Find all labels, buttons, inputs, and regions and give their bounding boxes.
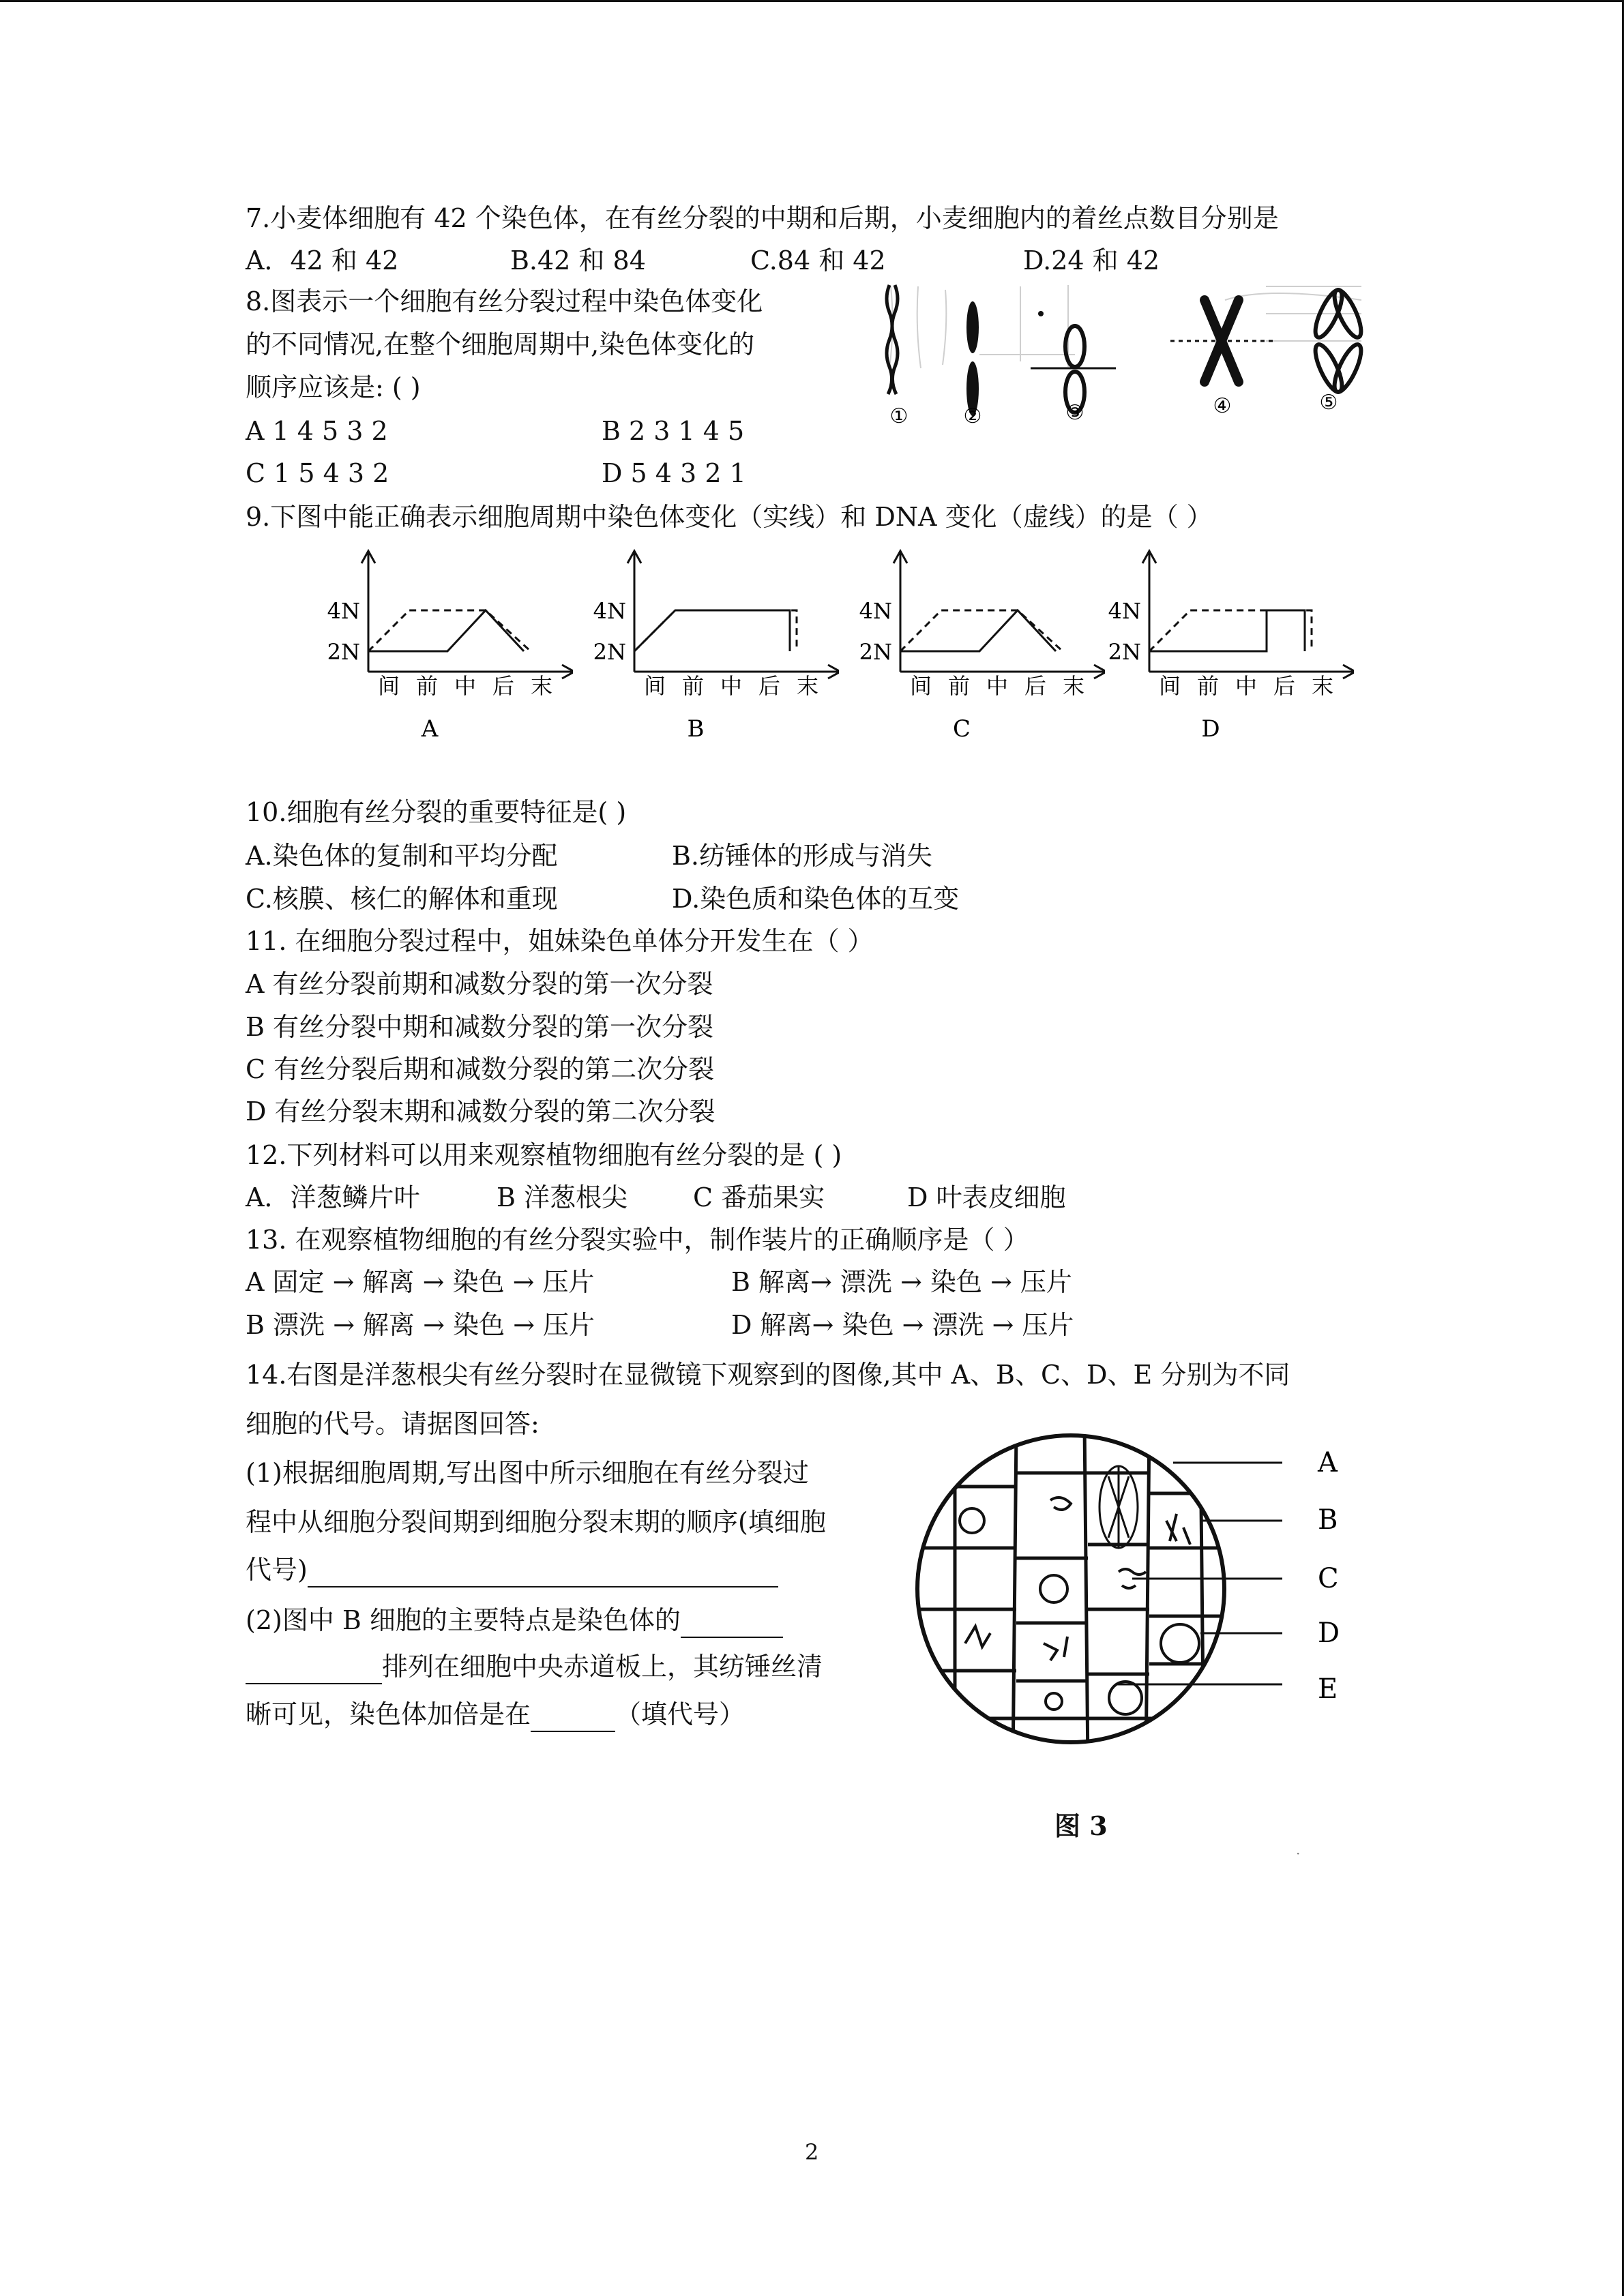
q8-chromosome-figure: [843, 273, 1375, 436]
q11-option-a: A 有丝分裂前期和减数分裂的第一次分裂: [246, 969, 713, 999]
x-tick-label: 前: [947, 673, 971, 699]
chart-option-label: A: [421, 715, 439, 743]
x-tick-label: 间: [377, 673, 400, 699]
q7-option-c: C.84 和 42: [750, 245, 886, 275]
q13-option-b2: B 漂洗 → 解离 → 染色 → 压片: [246, 1310, 595, 1340]
q14-stem-line-2: 细胞的代号。请据图回答:: [246, 1409, 540, 1439]
q7-option-d: D.24 和 42: [1023, 245, 1160, 275]
q13-option-a: A 固定 → 解离 → 染色 → 压片: [246, 1267, 595, 1297]
dna-series-line: [634, 610, 797, 651]
figure-number-4: ④: [1213, 394, 1232, 418]
y-tick-label: 2N: [593, 639, 626, 665]
figure-number-1: ①: [889, 404, 909, 428]
q8-option-a: A 1 4 5 3 2: [246, 416, 388, 446]
x-tick-label: 末: [1311, 673, 1334, 699]
q14-part2-line-1: [246, 1602, 783, 1638]
x-tick-label: 末: [530, 673, 553, 699]
q14-part2-line-2: [246, 1649, 823, 1684]
q14-part1-line-3: [246, 1552, 778, 1587]
q14-part1-label: 代号): [246, 1555, 308, 1585]
cell-label-a: A: [1318, 1447, 1338, 1478]
dna-series-line: [368, 610, 531, 651]
q9-chart-a-svg: [307, 539, 573, 743]
q8-stem-line-1: 8.图表示一个细胞有丝分裂过程中染色体变化: [246, 286, 763, 316]
chromosome-series-line: [634, 610, 790, 651]
q9-chart-c: [839, 539, 1105, 746]
dna-series-line: [1149, 610, 1312, 651]
chart-option-label: B: [687, 715, 705, 743]
figure-number-3: ③: [1065, 401, 1084, 425]
q14-part1-line-1: (1)根据细胞周期,写出图中所示细胞在有丝分裂过: [246, 1458, 809, 1488]
root-tip-cells: [914, 1425, 1228, 1766]
q12-option-b: B 洋葱根尖: [497, 1182, 628, 1212]
microscope-figure: [914, 1412, 1364, 1766]
chromosome-2-icon: [966, 301, 979, 416]
cell-label-b: B: [1318, 1504, 1338, 1536]
q14-stem-line-1: 14.右图是洋葱根尖有丝分裂时在显微镜下观察到的图像,其中 A、B、C、D、E 分别为不同: [246, 1360, 1290, 1390]
figure-number-2: ②: [963, 404, 982, 428]
y-tick-label: 2N: [859, 639, 892, 665]
q12-option-d: D 叶表皮细胞: [907, 1182, 1066, 1212]
y-tick-label: 4N: [859, 598, 892, 624]
x-tick-label: 后: [758, 673, 781, 699]
q8-option-c: C 1 5 4 3 2: [246, 458, 389, 488]
q10-option-a: A.染色体的复制和平均分配: [246, 841, 558, 871]
x-tick-label: 后: [1024, 673, 1047, 699]
x-tick-label: 末: [1062, 673, 1085, 699]
q9-chart-c-svg: [839, 539, 1105, 743]
q9-chart-b-svg: [573, 539, 839, 743]
q14-part2-text: 排列在细胞中央赤道板上，其纺锤丝清: [382, 1652, 823, 1682]
stray-mark: ·: [1296, 1845, 1301, 1862]
q14-part2-label: (2)图中 B 细胞的主要特点是染色体的: [246, 1605, 681, 1635]
chromosome-series-line: [900, 610, 1056, 651]
q10-stem: 10.细胞有丝分裂的重要特征是( ): [246, 797, 627, 827]
q7-stem: 7.小麦体细胞有 42 个染色体，在有丝分裂的中期和后期，小麦细胞内的着丝点数目分别是: [246, 203, 1279, 233]
q8-stem-line-2: 的不同情况,在整个细胞周期中,染色体变化的: [246, 329, 755, 359]
x-tick-label: 前: [1196, 673, 1220, 699]
q10-option-d: D.染色质和染色体的互变: [672, 884, 960, 914]
chromosome-3-icon: [1031, 311, 1116, 413]
faint-background-marks: [889, 285, 1361, 368]
figure-caption: 图 3: [1054, 1810, 1108, 1841]
cell-label-d: D: [1318, 1617, 1340, 1649]
chart-option-label: C: [952, 715, 971, 743]
x-tick-label: 前: [415, 673, 439, 699]
q12-option-a: A．洋葱鳞片叶: [246, 1182, 420, 1212]
q12-option-c: C 番茄果实: [693, 1182, 825, 1212]
x-tick-label: 间: [643, 673, 666, 699]
q13-option-b: B 解离→ 漂洗 → 染色 → 压片: [731, 1267, 1072, 1297]
q9-chart-d-svg: [1088, 539, 1354, 743]
chromosome-series-line: [1149, 610, 1305, 651]
y-tick-label: 4N: [327, 598, 360, 624]
y-tick-label: 2N: [327, 639, 360, 665]
q11-option-b: B 有丝分裂中期和减数分裂的第一次分裂: [246, 1012, 714, 1042]
x-tick-label: 中: [454, 673, 477, 699]
x-tick-label: 中: [986, 673, 1009, 699]
q14-part2-text-2: 晰可见，染色体加倍是在: [246, 1699, 531, 1729]
page-number: 2: [805, 2139, 819, 2165]
q14-part2-text-3: （填代号）: [615, 1699, 745, 1729]
q8-stem-line-3: 顺序应该是: ( ): [246, 372, 421, 402]
x-tick-label: 末: [796, 673, 819, 699]
y-tick-label: 4N: [1108, 598, 1141, 624]
figure-number-5: ⑤: [1319, 391, 1338, 415]
x-tick-label: 中: [720, 673, 743, 699]
dna-series-line: [900, 610, 1063, 651]
q13-option-d: D 解离→ 染色 → 漂洗 → 压片: [731, 1310, 1074, 1340]
chromosome-4-icon: [1170, 300, 1273, 382]
q7-option-a: A．42 和 42: [246, 245, 399, 275]
x-tick-label: 前: [681, 673, 705, 699]
q14-part2-line-3: [246, 1697, 745, 1732]
q11-option-d: D 有丝分裂末期和减数分裂的第二次分裂: [246, 1097, 715, 1127]
q10-option-c: C.核膜、核仁的解体和重现: [246, 884, 558, 914]
chromosome-series-line: [368, 610, 524, 651]
q9-chart-a: [307, 539, 573, 746]
x-tick-label: 间: [1158, 673, 1181, 699]
q13-stem: 13. 在观察植物细胞的有丝分裂实验中，制作装片的正确顺序是（ ）: [246, 1225, 1029, 1255]
q9-chart-d: [1088, 539, 1354, 746]
q10-option-b: B.纺锤体的形成与消失: [672, 841, 933, 871]
cell-label-e: E: [1318, 1673, 1338, 1705]
q8-option-b: B 2 3 1 4 5: [602, 416, 745, 446]
q14-answer-blank-4[interactable]: [531, 1703, 615, 1732]
x-tick-label: 间: [909, 673, 932, 699]
chart-option-label: D: [1201, 715, 1220, 743]
y-tick-label: 4N: [593, 598, 626, 624]
top-border: [0, 0, 1624, 2]
q7-option-b: B.42 和 84: [510, 245, 646, 275]
y-tick-label: 2N: [1108, 639, 1141, 665]
x-tick-label: 后: [492, 673, 515, 699]
q12-stem: 12.下列材料可以用来观察植物细胞有丝分裂的是 ( ): [246, 1140, 842, 1170]
q11-option-c: C 有丝分裂后期和减数分裂的第二次分裂: [246, 1054, 715, 1084]
x-tick-label: 后: [1273, 673, 1296, 699]
cell-label-c: C: [1318, 1563, 1339, 1594]
field-of-view-circle: [917, 1435, 1224, 1742]
q14-part1-line-2: 程中从细胞分裂间期到细胞分裂末期的顺序(填细胞: [246, 1507, 826, 1537]
q14-answer-blank-3[interactable]: [246, 1656, 382, 1684]
q14-answer-blank-2[interactable]: [681, 1609, 783, 1638]
q14-answer-blank-1[interactable]: [308, 1559, 778, 1587]
q8-option-d: D 5 4 3 2 1: [602, 458, 746, 488]
q11-stem: 11. 在细胞分裂过程中，姐妹染色单体分开发生在（ ）: [246, 926, 874, 956]
x-tick-label: 中: [1235, 673, 1258, 699]
q9-stem: 9.下图中能正确表示细胞周期中染色体变化（实线）和 DNA 变化（虚线）的是（ ）: [246, 502, 1213, 532]
q9-chart-b: [573, 539, 839, 746]
